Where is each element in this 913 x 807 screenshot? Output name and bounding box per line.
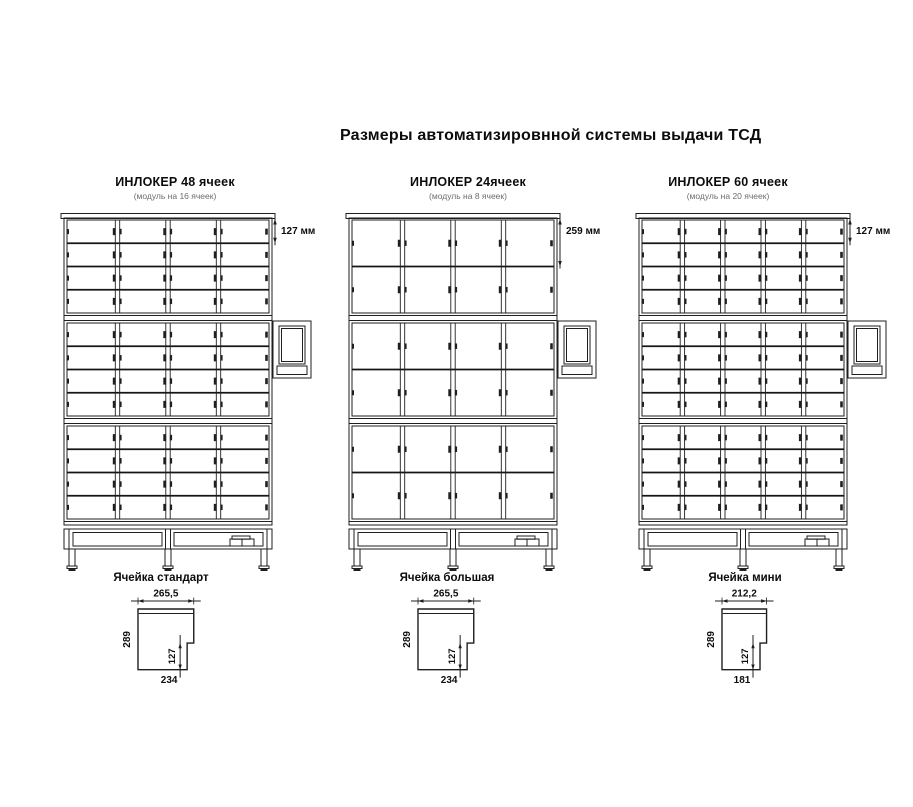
leg	[544, 549, 554, 571]
terminal	[848, 321, 886, 378]
notch-height-label: 127	[167, 648, 179, 665]
terminal	[558, 321, 596, 378]
cabinet-24-name: ИНЛОКЕР 24ячеек	[410, 175, 526, 189]
cabinet-module	[352, 220, 554, 313]
leg	[259, 549, 269, 571]
bottom-width-label: 234	[440, 675, 458, 687]
cell-large-title: Ячейка большая	[399, 572, 495, 584]
leg	[352, 549, 362, 571]
leg	[834, 549, 844, 571]
cabinet-module	[642, 426, 844, 519]
top-width-label: 265,5	[153, 588, 179, 600]
terminal-slot	[277, 366, 307, 375]
notch-dimension	[740, 635, 755, 678]
notch-height-label: 127	[740, 648, 752, 665]
cabinet-24-header	[348, 175, 588, 201]
cabinet-module	[642, 220, 844, 313]
cell-outline	[418, 609, 474, 670]
terminal-slot	[562, 366, 592, 375]
terminal	[273, 321, 311, 378]
notch-dimension	[167, 635, 182, 678]
base-frame	[349, 529, 557, 571]
cabinet-60-header	[608, 175, 848, 201]
top-dimension	[411, 589, 481, 605]
cabinet-24-drawing	[345, 213, 615, 578]
cell-large-drawing	[385, 585, 535, 703]
leg	[163, 549, 173, 571]
leg	[67, 549, 77, 571]
top-width-label: 265,5	[433, 588, 459, 600]
terminal-slot	[852, 366, 882, 375]
cabinet-module	[67, 220, 269, 313]
base-frame	[639, 529, 847, 571]
base-frame	[64, 529, 272, 571]
side-height-label: 289	[402, 631, 413, 648]
cabinet-module	[352, 323, 554, 416]
top-dimension	[131, 589, 201, 605]
top-dimension	[715, 589, 774, 605]
notch-dimension	[447, 635, 462, 678]
terminal-screen	[564, 326, 590, 364]
cabinet-48-header	[55, 175, 295, 201]
page-title: Размеры автоматизировнной системы выдачи ТСД	[340, 127, 762, 144]
cabinet-24-subtitle: (модуль на 8 ячеек)	[429, 191, 507, 201]
cabinet-module	[642, 323, 844, 416]
leg	[448, 549, 458, 571]
side-height-label: 289	[122, 631, 133, 648]
dimension-label: 259 мм	[566, 226, 601, 237]
leg	[642, 549, 652, 571]
dimension-label: 127 мм	[856, 226, 891, 237]
top-width-label: 212,2	[731, 588, 757, 600]
cabinet-module	[67, 426, 269, 519]
leg	[738, 549, 748, 571]
cabinet-48-name: ИНЛОКЕР 48 ячеек	[115, 175, 235, 189]
cabinet-module	[67, 323, 269, 416]
dimension-annotation	[848, 217, 890, 245]
dimension-label: 127 мм	[281, 226, 316, 237]
cabinet-48-drawing	[60, 213, 330, 578]
cell-standard-drawing	[105, 585, 255, 703]
cell-mini-title: Ячейка мини	[708, 572, 782, 584]
bottom-width-label: 181	[733, 675, 751, 687]
dimension-annotation	[273, 217, 315, 245]
terminal-screen	[854, 326, 880, 364]
terminal-screen	[279, 326, 305, 364]
cabinet-module	[352, 426, 554, 519]
side-height-label: 289	[706, 631, 717, 648]
cell-mini-drawing	[689, 585, 839, 703]
cabinet-60-drawing	[635, 213, 905, 578]
bottom-width-label: 234	[160, 675, 178, 687]
notch-height-label: 127	[447, 648, 459, 665]
dimension-annotation	[558, 217, 600, 269]
cell-standard-title: Ячейка стандарт	[113, 572, 209, 584]
cabinet-48-subtitle: (модуль на 16 ячеек)	[133, 191, 217, 201]
cabinet-60-subtitle: (модуль на 20 ячеек)	[686, 191, 770, 201]
cabinet-60-name: ИНЛОКЕР 60 ячеек	[668, 175, 788, 189]
cell-outline	[138, 609, 194, 670]
